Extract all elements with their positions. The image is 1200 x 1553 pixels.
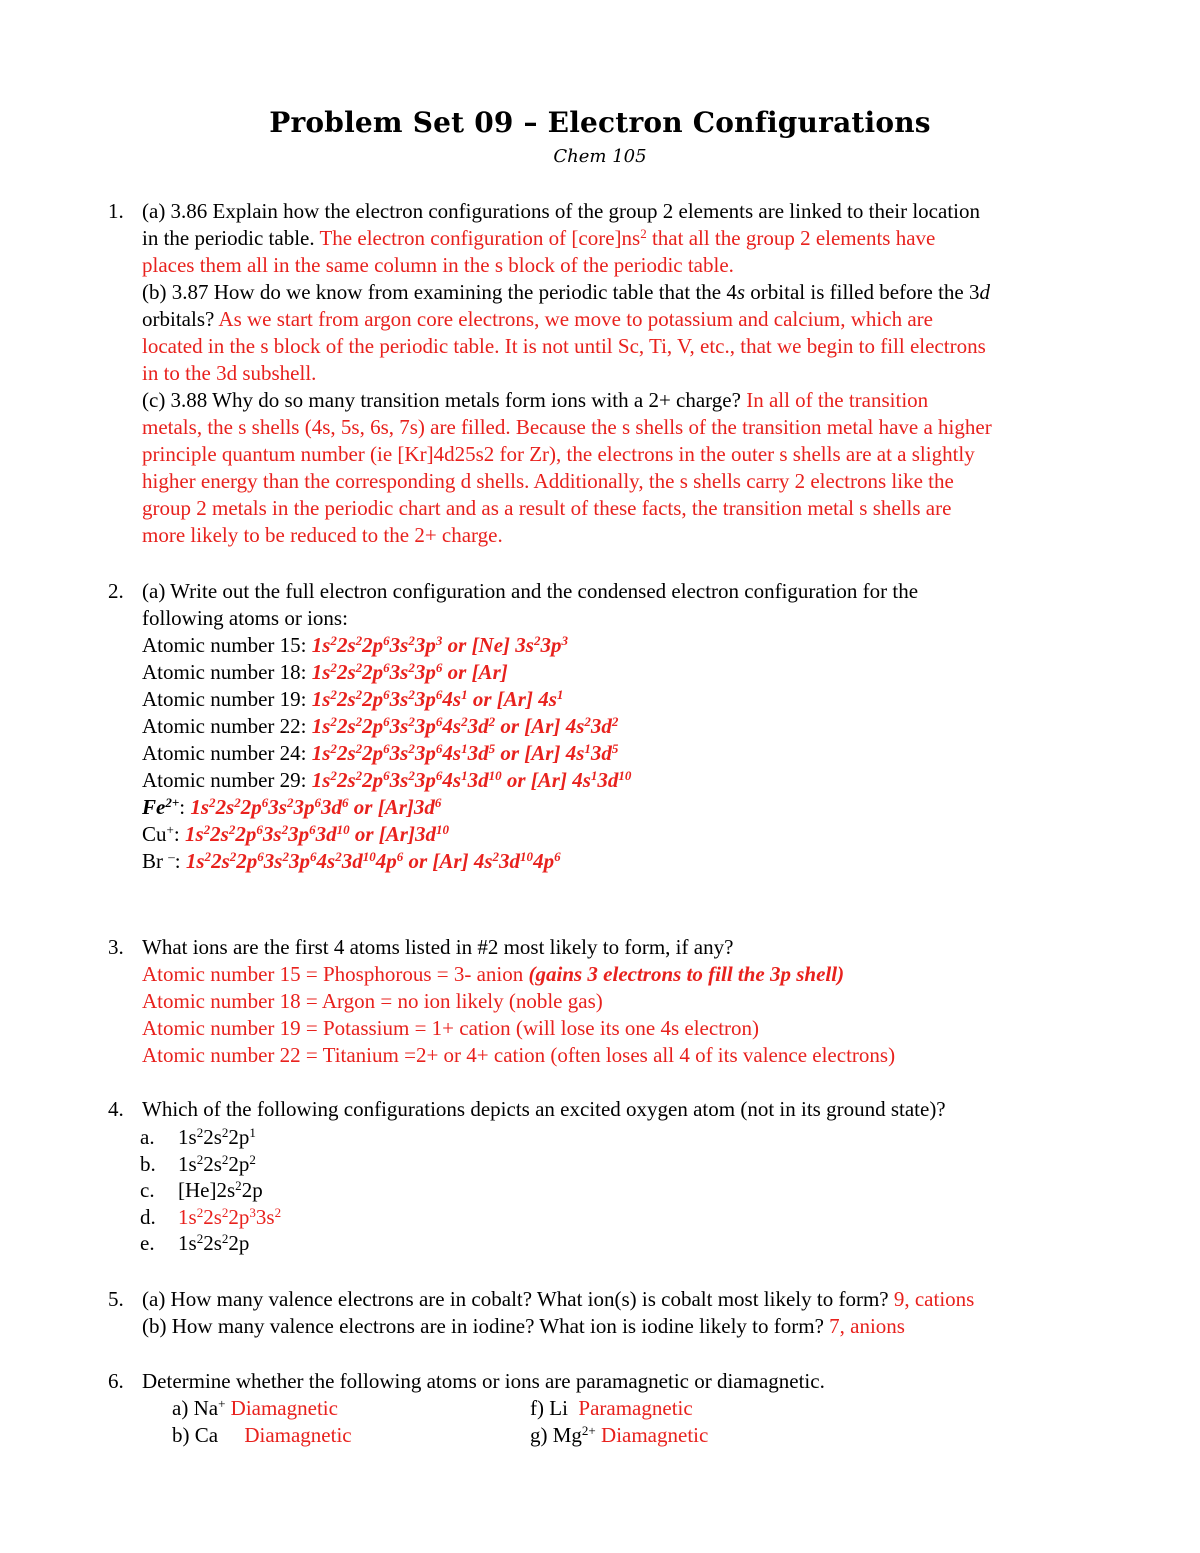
q1-c-answer-cont: more likely to be reduced to the 2+ charge.	[142, 523, 503, 547]
answer-note: (gains 3 electrons to fill the 3p shell)	[528, 962, 845, 986]
q1-c-prompt	[142, 387, 1108, 414]
q4-option-b	[108, 1151, 1108, 1178]
question-number: 6.	[108, 1369, 124, 1393]
q1-a-prompt: (a) 3.86 Explain how the electron configurations of the group 2 elements are linked to their location	[142, 199, 980, 223]
q1-c-answer-cont: metals, the s shells (4s, 5s, 6s, 7s) are filled. Because the s shells of the transition metal have a higher	[142, 415, 992, 439]
q4-option-e	[108, 1230, 1108, 1257]
italic-d: d	[979, 280, 990, 304]
row-label: Atomic number 29:	[142, 768, 312, 792]
option-letter: a.	[140, 1125, 155, 1149]
option-text: $1s^22s^22p$	[178, 1230, 250, 1255]
answer-text: The electron configuration of [core]ns	[319, 226, 641, 250]
q5-b-answer: 7, anions	[829, 1314, 905, 1338]
q6-f-answer: Paramagnetic	[578, 1396, 693, 1420]
q1-c-answer-cont: group 2 metals in the periodic chart and as a result of these facts, the transition metal s shells are	[142, 496, 952, 520]
answer-text: that all the group 2 elements have	[646, 226, 936, 250]
q1-c-answer-cont: principle quantum number (ie [Kr]4d25s2 for Zr), the electrons in the outer s shells are at a slightly	[142, 442, 975, 466]
row-label: Fe	[142, 795, 166, 819]
q1-a-line2	[142, 225, 1108, 252]
config-answer: $1s^22s^22p^63s^23p^6$ or [Ar]	[311, 659, 508, 684]
question-number: 2.	[108, 579, 124, 603]
prompt-text: (a) How many valence electrons are in cobalt? What ion(s) is cobalt most likely to form?	[142, 1287, 894, 1311]
q6-row-1	[142, 1395, 1108, 1422]
config-row-19	[142, 686, 1108, 713]
question-number: 5.	[108, 1287, 124, 1311]
config-row-fe: $Fe^{2+}$: $1s^22s^22p^63s^23p^63d^6$ or $[Ar]3d^6$	[142, 794, 442, 819]
italic-s: s	[736, 280, 746, 304]
q3-prompt: What ions are the first 4 atoms listed in #2 most likely to form, if any?	[142, 935, 734, 959]
q2-prompt-cont: following atoms or ions:	[142, 606, 348, 630]
page-subtitle: Chem 105	[553, 146, 647, 167]
q4-option-d	[108, 1204, 1108, 1231]
config-answer: $1s^22s^22p^63s^23p^64s^13d^{10}$ or [Ar] $4s^13d^{10}$	[311, 767, 632, 792]
q6-prompt: Determine whether the following atoms or ions are paramagnetic or diamagnetic.	[142, 1369, 825, 1393]
config-row-15	[142, 632, 1108, 659]
q3-answer-15	[142, 961, 1108, 988]
q1-a-prompt-cont: in the periodic table.	[142, 226, 320, 250]
option-text: $1s^22s^22p^1$	[178, 1124, 256, 1149]
q3-answer-22: Atomic number 22 = Titanium =2+ or 4+ cation (often loses all 4 of its valence electrons)	[142, 1043, 896, 1067]
q5-a-answer: 9, cations	[893, 1287, 975, 1311]
row-label: Cu	[142, 822, 167, 846]
option-text: $[He]2s^22p$	[178, 1177, 263, 1202]
config-row-cu: Cu+: $1s^22s^22p^63s^23p^63d^{10}$ or $[Ar]3d^{10}$	[142, 821, 449, 846]
q5-b	[142, 1313, 1108, 1340]
config-row-24	[142, 740, 1108, 767]
config-row-br: Br –: $1s^22s^22p^63s^23p^64s^23d^{10}4p^6$ or [Ar] $4s^23d^{10}4p^6$	[142, 848, 561, 873]
q1-a-answer	[319, 226, 935, 250]
question-number: 3.	[108, 935, 124, 959]
q5-a	[142, 1286, 1108, 1313]
prompt-text: (b) How many valence electrons are in iodine? What ion is iodine likely to form?	[142, 1314, 830, 1338]
config-answer: $1s^22s^22p^63s^23p^64s^1$ or [Ar] $4s^1$	[311, 686, 564, 711]
q4-option-c	[108, 1177, 1108, 1204]
q6-item-b: b) Ca Diamagnetic	[172, 1423, 352, 1447]
q1-a-answer-cont: places them all in the same column in the s block of the periodic table.	[142, 253, 734, 277]
q6-item-g: g) $Mg^{2+}$ Diamagnetic	[530, 1422, 709, 1447]
q6-g-answer: Diamagnetic	[601, 1423, 709, 1447]
q6-row-2	[142, 1422, 1108, 1449]
row-label: Atomic number 18:	[142, 660, 312, 684]
config-row-22	[142, 713, 1108, 740]
row-label: Atomic number 22:	[142, 714, 312, 738]
config-answer: $1s^22s^22p^63s^23p^64s^23d^{10}4p^6$ or [Ar] $4s^23d^{10}4p^6$	[185, 848, 561, 873]
q3-answer-18: Atomic number 18 = Argon = no ion likely (noble gas)	[142, 989, 603, 1013]
row-label: Atomic number 15:	[142, 633, 312, 657]
q4-prompt: Which of the following configurations depicts an excited oxygen atom (not in its ground state)?	[142, 1097, 946, 1121]
q1-b-answer-cont: in to the 3d subshell.	[142, 361, 317, 385]
config-answer: $1s^22s^22p^63s^23p^3$ or [Ne] $3s^23p^3$	[311, 632, 569, 657]
q2-prompt: (a) Write out the full electron configuration and the condensed electron configuration for the	[142, 579, 919, 603]
option-text-answer: $1s^22s^22p^33s^2$	[178, 1204, 282, 1229]
q3-answer-19: Atomic number 19 = Potassium = 1+ cation (will lose its one 4s electron)	[142, 1016, 760, 1040]
q1-c-answer: In all of the transition	[746, 388, 929, 412]
prompt-text: (c) 3.88 Why do so many transition metals form ions with a 2+ charge?	[142, 388, 747, 412]
prompt-text: orbital is filled before the 3	[745, 280, 980, 304]
config-answer: $1s^22s^22p^63s^23p^64s^13d^5$ or [Ar] $4s^13d^5$	[311, 740, 619, 765]
answer-text: Atomic number 15 = Phosphorous = 3- anion	[142, 962, 529, 986]
q6-item-a: a) Na+ Diamagnetic	[172, 1395, 338, 1420]
config-answer: $1s^22s^22p^63s^23p^63d^6$ or $[Ar]3d^6$	[190, 794, 442, 819]
question-number: 1.	[108, 199, 124, 223]
row-label: Atomic number 19:	[142, 687, 312, 711]
option-text: $1s^22s^22p^2$	[178, 1151, 256, 1176]
row-label: Br	[142, 849, 169, 873]
answer-superscript: 2	[640, 225, 647, 241]
q1-b-answer: As we start from argon core electrons, we move to potassium and calcium, which are	[218, 307, 933, 331]
option-letter: c.	[140, 1178, 155, 1202]
q1-b-prompt	[142, 279, 1108, 306]
option-letter: d.	[140, 1204, 156, 1229]
prompt-text: orbitals?	[142, 307, 219, 331]
row-label: Atomic number 24:	[142, 741, 312, 765]
prompt-text: (b) 3.87 How do we know from examining the periodic table that the 4	[142, 280, 737, 304]
config-answer: $1s^22s^22p^63s^23p^63d^{10}$ or $[Ar]3d^{10}$	[184, 821, 449, 846]
option-letter: e.	[140, 1231, 155, 1255]
q1-c-answer-cont: higher energy than the corresponding d shells. Additionally, the s shells carry 2 electrons like the	[142, 469, 954, 493]
q4-option-a	[108, 1124, 1108, 1151]
option-letter: b.	[140, 1151, 156, 1176]
q1-b-answer-cont: located in the s block of the periodic table. It is not until Sc, Ti, V, etc., that we begin to fill electrons	[142, 334, 986, 358]
question-number: 4.	[108, 1097, 124, 1121]
q4-options	[108, 1124, 1108, 1257]
config-row-29	[142, 767, 1108, 794]
q1-b-line2	[142, 306, 1108, 333]
page-title: Problem Set 09 – Electron Configurations	[269, 106, 931, 139]
q6-item-f: f) Li Paramagnetic	[530, 1396, 693, 1420]
config-answer: $1s^22s^22p^63s^23p^64s^23d^2$ or [Ar] $4s^23d^2$	[311, 713, 619, 738]
config-row-18	[142, 659, 1108, 686]
q6-b-answer: Diamagnetic	[244, 1423, 352, 1447]
q6-a-answer: Diamagnetic	[230, 1396, 338, 1420]
